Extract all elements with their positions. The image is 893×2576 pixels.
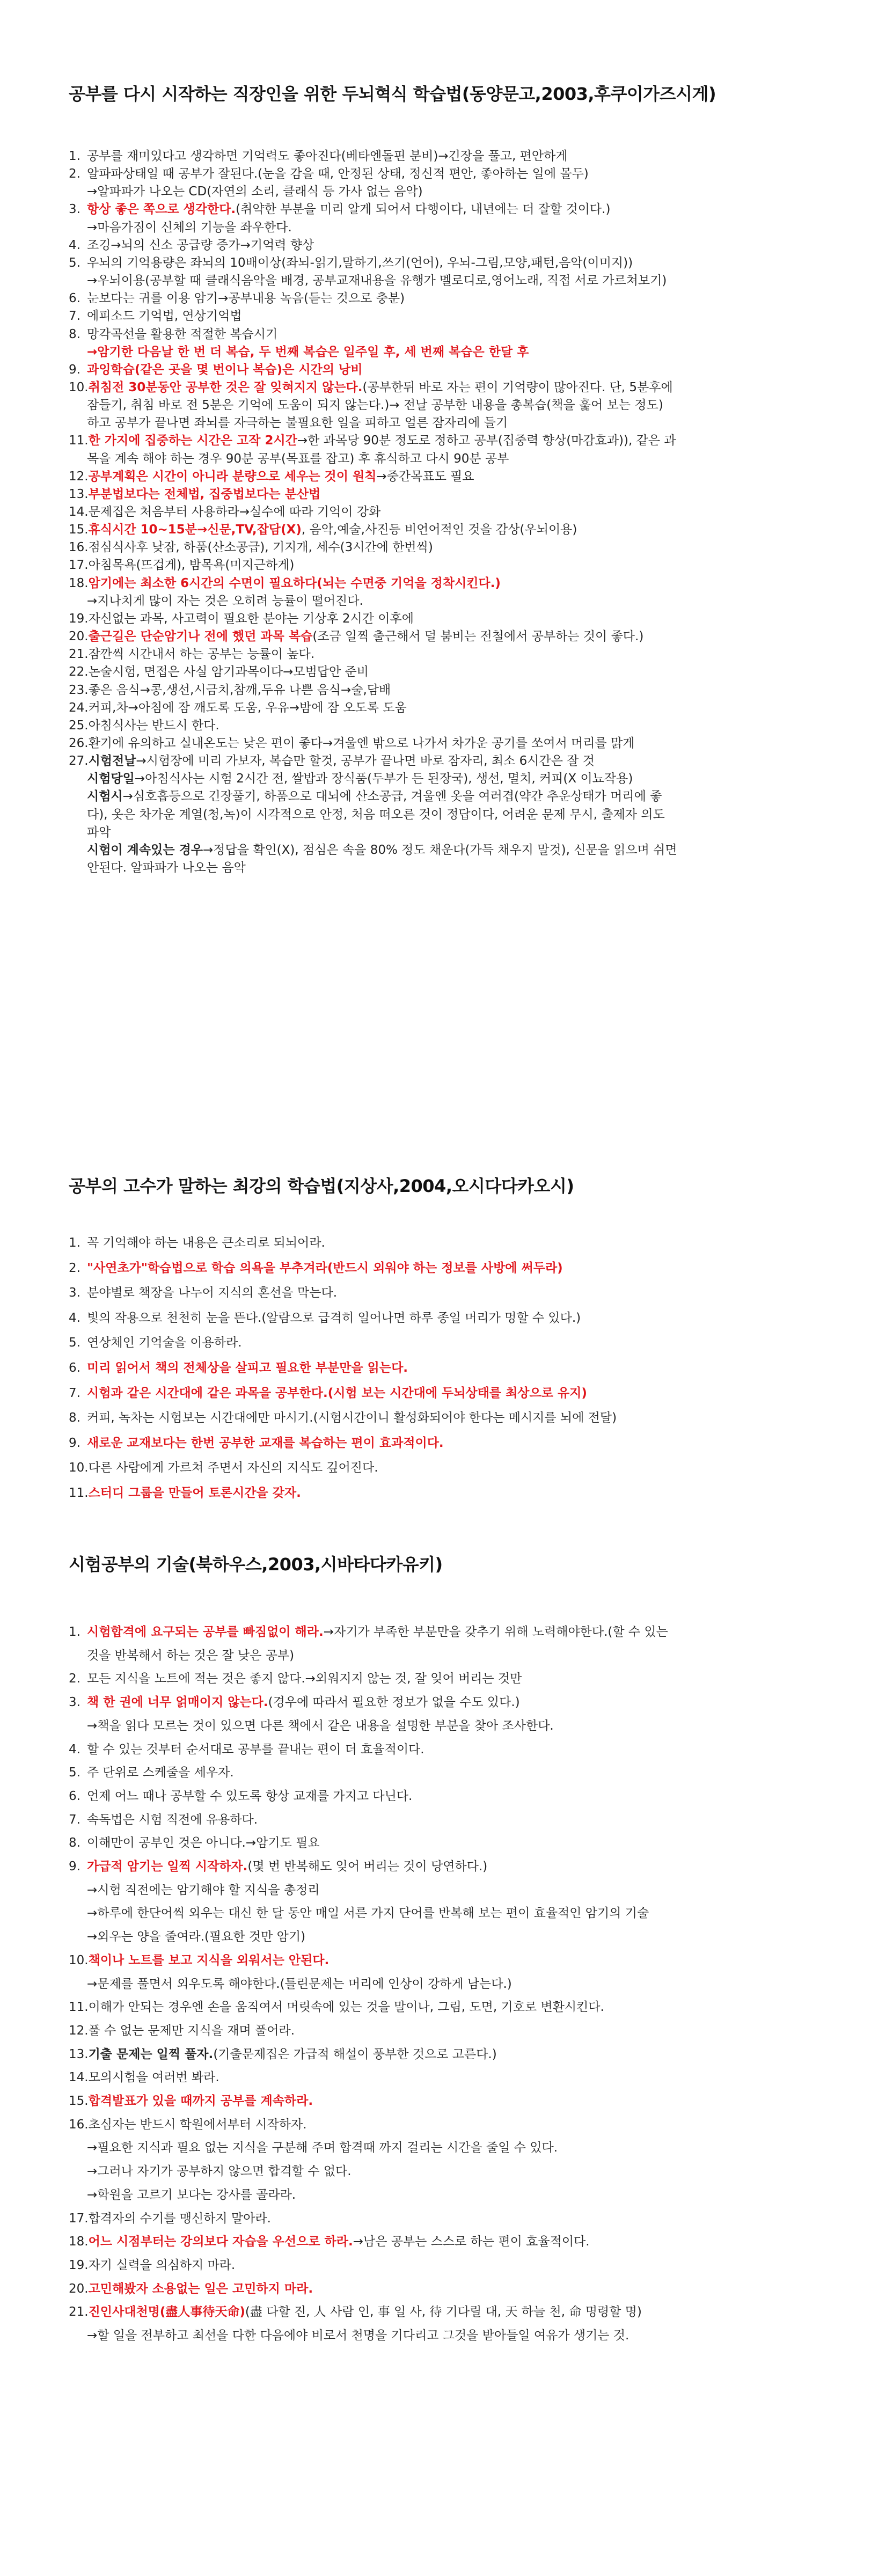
item-number: 5. <box>69 1766 80 1780</box>
item-text: 조깅→뇌의 신소 공급량 증가→기억력 향상 <box>87 238 314 252</box>
item-text: (몇 번 반복해도 잊어 버리는 것이 당연하다.) <box>247 1860 488 1874</box>
list-item <box>69 1484 836 1502</box>
item-text: →학원을 고르기 보다는 강사를 골라라. <box>87 2187 296 2202</box>
item-number: 20. <box>69 630 89 644</box>
item-text: 아침목욕(뜨겁게), 밤목욕(미지근하게) <box>88 558 295 573</box>
highlighted-text: 휴식시간 10~15분→신문,TV,잡담(X) <box>88 523 302 537</box>
item-number: 11. <box>69 434 89 448</box>
list-item <box>69 1385 836 1402</box>
list-item <box>69 1764 836 1782</box>
item-text: (공부한뒤 바로 자는 편이 기억량이 많아진다. 단, 5분후에 <box>362 380 673 394</box>
list-item <box>69 699 836 717</box>
list-item <box>69 326 836 343</box>
item-number: 13. <box>69 2047 89 2061</box>
item-text: 목을 계속 해야 하는 경우 90분 공부(목표를 잡고) 후 휴식하고 다시 90분 공부 <box>87 451 509 466</box>
item-number: 12. <box>69 469 89 484</box>
list-item-continuation <box>87 2327 854 2345</box>
item-text: 시험시 <box>87 789 123 804</box>
item-number: 4. <box>69 1311 80 1325</box>
list-item <box>69 1435 836 1452</box>
item-number: 26. <box>69 736 89 750</box>
item-number: 14. <box>69 505 89 519</box>
list-item <box>69 628 836 646</box>
item-number: 7. <box>69 1812 80 1827</box>
highlighted-text: 한 가지에 집중하는 시간은 고작 2시간 <box>88 434 297 448</box>
list-item <box>69 521 836 539</box>
list-item <box>69 503 836 521</box>
item-text: →문제를 풀면서 외우도록 해야한다.(틀린문제는 머리에 인상이 강하게 남는다.) <box>87 1977 512 1991</box>
list-item <box>69 557 836 574</box>
item-text: 자신없는 과목, 사고력이 필요한 분야는 기상후 2시간 이후에 <box>88 611 414 626</box>
item-text: 이해만이 공부인 것은 아니다.→암기도 필요 <box>87 1836 320 1850</box>
list-item-continuation <box>87 592 854 610</box>
list-item <box>69 1694 836 1711</box>
item-text: →책을 읽다 모르는 것이 있으면 다른 책에서 같은 내용을 설명한 부분을 찾아 조사한다. <box>87 1718 554 1733</box>
item-number: 6. <box>69 1361 80 1375</box>
item-text: →우뇌이용(공부할 때 클래식음악을 배경, 공부교재내용을 유행가 멜로디로,영어노래, 직접 서로 가르쳐보기) <box>87 274 667 288</box>
item-number: 1. <box>69 1236 80 1250</box>
list-item <box>69 1670 836 1688</box>
list-item <box>69 717 836 735</box>
item-text: →시험 직전에는 암기해야 할 지식을 총정리 <box>87 1883 320 1897</box>
list-item <box>69 735 836 752</box>
item-text: 우뇌의 기억용량은 좌뇌의 10배이상(좌뇌-읽기,말하기,쓰기(언어), 우뇌-그림,모양,패턴,음악(이미지)) <box>87 255 633 270</box>
item-text: 점심식사후 낮잠, 하품(산소공급), 기지개, 세수(3시간에 한번씩) <box>88 540 433 555</box>
list-item-continuation <box>87 397 854 414</box>
highlighted-text: 시험합격에 요구되는 공부를 빠짐없이 해라. <box>87 1625 324 1639</box>
list-item <box>69 1359 836 1377</box>
item-number: 1. <box>69 149 80 163</box>
list-item <box>69 1788 836 1805</box>
item-number: 9. <box>69 1860 80 1874</box>
item-number: 19. <box>69 2258 89 2272</box>
item-number: 18. <box>69 576 89 590</box>
list-item <box>69 1284 836 1302</box>
list-item-continuation <box>87 183 854 201</box>
item-text: →알파파가 나오는 CD(자연의 소리, 클래식 등 가사 없는 음악) <box>87 185 423 199</box>
item-number: 13. <box>69 487 89 501</box>
item-text: (기출문제집은 가급적 해설이 풍부한 것으로 고른다.) <box>213 2047 497 2061</box>
item-text: 눈보다는 귀를 이용 암기→공부내용 녹음(듣는 것으로 충분) <box>87 291 405 306</box>
list-item <box>69 2210 836 2228</box>
list-item <box>69 2303 836 2321</box>
item-text: (조금 일찍 출근해서 덜 붐비는 전철에서 공부하는 것이 좋다.) <box>312 630 644 644</box>
list-item-continuation <box>87 1928 854 1946</box>
list-item-continuation <box>87 414 854 432</box>
item-number: 24. <box>69 700 89 715</box>
highlighted-text: 어느 시점부터는 강의보다 자습을 우선으로 하라. <box>88 2235 353 2249</box>
list-item <box>69 1741 836 1759</box>
item-text: 주 단위로 스케줄을 세우자. <box>87 1766 234 1780</box>
list-item <box>69 1234 836 1252</box>
item-number: 22. <box>69 665 89 679</box>
item-text: 언제 어느 때나 공부할 수 있도록 항상 교재를 가지고 다닌다. <box>87 1789 413 1803</box>
section-title: 공부의 고수가 말하는 최강의 학습법(지상사,2004,오시다다카오시) <box>69 1176 574 1196</box>
list-item <box>69 575 836 592</box>
item-text: 연상체인 기억술을 이용하라. <box>87 1336 242 1350</box>
list-item <box>69 1309 836 1327</box>
list-item <box>69 663 836 681</box>
item-text: 파악 <box>87 825 111 839</box>
item-text: 안된다. 알파파가 나오는 음악 <box>87 861 246 875</box>
item-text: 초심자는 반드시 학원에서부터 시작하자. <box>88 2117 307 2132</box>
item-number: 16. <box>69 540 89 555</box>
item-number: 3. <box>69 1695 80 1710</box>
list-item-continuation <box>87 788 854 806</box>
item-text: 공부를 재미있다고 생각하면 기억력도 좋아진다(베타엔돌핀 분비)→긴장을 풀고, 편안하게 <box>87 149 568 163</box>
item-text: →한 과목당 90분 정도로 정하고 공부(집중력 향상(마감효과)), 같은 과 <box>297 434 676 448</box>
item-text: 에피소드 기억법, 연상기억법 <box>87 309 242 324</box>
highlighted-text: 합격발표가 있을 때까지 공부를 계속하라. <box>88 2094 313 2108</box>
item-text: 풀 수 없는 문제만 지식을 재며 풀어라. <box>88 2023 295 2038</box>
highlighted-text: "사연초가"학습법으로 학습 의욕을 부추겨라(반드시 외워야 하는 정보를 사방에 써두라) <box>87 1261 563 1275</box>
item-text: 알파파상태일 때 공부가 잘된다.(눈을 감을 때, 안정된 상태, 정신적 편안, 좋아하는 일에 몰두) <box>87 167 589 181</box>
item-number: 2. <box>69 167 80 181</box>
list-item-continuation <box>87 859 854 877</box>
list-item <box>69 2257 836 2274</box>
item-text: →할 일을 전부하고 최선을 다한 다음에야 비로서 천명을 기다리고 그것을 받아들일 여유가 생기는 것. <box>87 2329 630 2343</box>
list-item <box>69 1811 836 1829</box>
item-number: 6. <box>69 1789 80 1803</box>
highlighted-text: 취침전 30분동안 공부한 것은 잘 잊혀지지 않는다. <box>88 380 363 394</box>
list-item <box>69 539 836 557</box>
list-item <box>69 1623 836 1641</box>
item-number: 6. <box>69 291 80 306</box>
item-number: 19. <box>69 611 89 626</box>
item-number: 7. <box>69 309 80 324</box>
list-item-continuation <box>87 824 854 841</box>
list-item-continuation <box>87 806 854 824</box>
item-number: 16. <box>69 2117 89 2132</box>
list-item-continuation <box>87 2163 854 2180</box>
list-item-continuation <box>87 1647 854 1665</box>
highlighted-text: 미리 읽어서 책의 전체상을 살피고 필요한 부분만을 읽는다. <box>87 1361 408 1375</box>
item-text: 시험전날 <box>88 754 136 769</box>
highlighted-text: 공부계획은 시간이 아니라 분량으로 세우는 것이 원칙 <box>88 469 377 484</box>
list-item <box>69 1334 836 1352</box>
item-number: 4. <box>69 1742 80 1757</box>
item-text: →중간목표도 필요 <box>376 469 474 484</box>
highlighted-text: 진인사대천명(盡人事待天命) <box>88 2305 245 2319</box>
highlighted-text: 새로운 교재보다는 한번 공부한 교재를 복습하는 편이 효과적이다. <box>87 1436 444 1450</box>
item-number: 18. <box>69 2235 89 2249</box>
item-text: 속독법은 시험 직전에 유용하다. <box>87 1812 258 1827</box>
item-number: 25. <box>69 718 89 733</box>
item-text: 망각곡선을 활용한 적절한 복습시기 <box>87 327 278 341</box>
list-item <box>69 308 836 325</box>
list-item <box>69 752 836 770</box>
item-text: 문제집은 처음부터 사용하라→실수에 따라 기억이 강화 <box>88 505 381 519</box>
item-text: 아침식사는 반드시 한다. <box>88 718 219 733</box>
highlighted-text: 과잉학습(같은 곳을 몇 번이나 복습)은 시간의 낭비 <box>87 362 363 377</box>
item-number: 23. <box>69 683 89 697</box>
item-number: 10. <box>69 1461 89 1475</box>
list-item-continuation <box>87 770 854 788</box>
item-number: 2. <box>69 1261 80 1275</box>
item-text: 시험당일 <box>87 772 135 786</box>
list-item <box>69 432 836 450</box>
item-text: →마음가짐이 신체의 기능을 좌우한다. <box>87 220 292 235</box>
item-text: →필요한 지식과 필요 없는 지식을 구분해 주며 합격때 까지 걸리는 시간을 줄일 수 있다. <box>87 2141 558 2155</box>
list-item <box>69 2233 836 2251</box>
highlighted-text: 출근길은 단순암기나 전에 했던 과목 복습 <box>88 630 313 644</box>
highlighted-text: →암기한 다음날 한 번 더 복습, 두 번째 복습은 일주일 후, 세 번째 복습은 한달 후 <box>87 345 529 359</box>
item-number: 4. <box>69 238 80 252</box>
item-number: 3. <box>69 202 80 217</box>
highlighted-text: 시험과 같은 시간대에 같은 과목을 공부한다.(시험 보는 시간대에 두뇌상태를 최상으로 유지) <box>87 1386 587 1400</box>
highlighted-text: 고민해봤자 소용없는 일은 고민하지 마라. <box>88 2281 313 2296</box>
item-text: 할 수 있는 것부터 순서대로 공부를 끝내는 편이 더 효율적이다. <box>87 1742 424 1757</box>
list-item-continuation <box>87 2186 854 2204</box>
item-number: 21. <box>69 647 89 662</box>
item-number: 5. <box>69 255 80 270</box>
list-item <box>69 2022 836 2040</box>
list-item <box>69 610 836 628</box>
item-text: →지나치게 많이 자는 것은 오히려 능률이 떨어진다. <box>87 594 363 608</box>
item-text: 하고 공부가 끝나면 좌뇌를 자극하는 불필요한 일을 피하고 얼른 잠자리에 들기 <box>87 416 508 430</box>
list-item <box>69 201 836 218</box>
item-text: 환기에 유의하고 실내온도는 낮은 편이 좋다→겨울엔 밖으로 나가서 차가운 공기를 쏘여서 머리를 맑게 <box>88 736 635 750</box>
item-number: 5. <box>69 1336 80 1350</box>
item-number: 9. <box>69 1436 80 1450</box>
item-text: 빛의 작용으로 천천히 눈을 뜬다.(알람으로 급격히 일어나면 하루 종일 머리가 멍할 수 있다.) <box>87 1311 581 1325</box>
item-text: 합격자의 수기를 맹신하지 말아라. <box>88 2211 271 2226</box>
list-item <box>69 237 836 254</box>
item-text: →심호흡등으로 긴장풀기, 하품으로 대뇌에 산소공급, 겨울엔 옷을 여러겹(약간 추운상태가 머리에 좋 <box>122 789 662 804</box>
item-number: 10. <box>69 1953 89 1967</box>
list-item-continuation <box>87 841 854 859</box>
highlighted-text: 스터디 그룹을 만들어 토론시간을 갖자. <box>88 1486 301 1500</box>
item-number: 1. <box>69 1625 80 1639</box>
item-number: 17. <box>69 2211 89 2226</box>
item-number: 7. <box>69 1386 80 1400</box>
list-item-continuation <box>87 1905 854 1922</box>
item-number: 11. <box>69 1486 89 1500</box>
item-text: →시험장에 미리 가보자, 복습만 할것, 공부가 끝나면 바로 잠자리, 최소 6시간은 잘 것 <box>136 754 595 769</box>
section-title: 시험공부의 기술(북하우스,2003,시바타다카유키) <box>69 1554 443 1575</box>
list-item <box>69 1260 836 1277</box>
list-item-continuation <box>87 1717 854 1735</box>
item-text: 이해가 안되는 경우엔 손을 움직여서 머릿속에 있는 것을 말이나, 그림, 도면, 기호로 변환시킨다. <box>88 2000 604 2015</box>
highlighted-text: 항상 좋은 쪽으로 생각한다. <box>87 202 236 217</box>
item-text: →자기가 부족한 부분만을 갖추기 위해 노력해야한다.(할 수 있는 <box>323 1625 668 1639</box>
item-text: 모의시험을 여러번 봐라. <box>88 2070 219 2085</box>
list-item <box>69 2116 836 2134</box>
list-item-continuation <box>87 2139 854 2157</box>
item-text: 커피,차→아침에 잠 깨도록 도움, 우유→밤에 잠 오도록 도움 <box>88 700 407 715</box>
list-item <box>69 486 836 503</box>
item-text: →외우는 양을 줄여라.(필요한 것만 암기) <box>87 1930 306 1944</box>
item-text: →남은 공부는 스스로 하는 편이 효율적이다. <box>353 2235 590 2249</box>
list-item <box>69 646 836 663</box>
list-item <box>69 468 836 486</box>
list-item <box>69 254 836 272</box>
list-item <box>69 290 836 308</box>
list-item <box>69 2280 836 2298</box>
highlighted-text: 책 한 권에 너무 얽매이지 않는다. <box>87 1695 268 1710</box>
item-text: 꼭 기억해야 하는 내용은 큰소리로 되뇌어라. <box>87 1236 325 1250</box>
item-text: →그러나 자기가 공부하지 않으면 합격할 수 없다. <box>87 2164 352 2179</box>
item-text: 모든 지식을 노트에 적는 것은 좋지 않다.→외워지지 않는 것, 잘 잊어 버리는 것만 <box>87 1672 522 1686</box>
item-text: →하루에 한단어씩 외우는 대신 한 달 동안 매일 서른 가지 단어를 반복해 보는 편이 효율적인 암기의 기술 <box>87 1906 649 1921</box>
item-text: 좋은 음식→콩,생선,시금치,참깨,두유 나쁜 음식→술,담배 <box>88 683 391 697</box>
item-number: 9. <box>69 362 80 377</box>
highlighted-text: 암기에는 최소한 6시간의 수면이 필요하다(뇌는 수면중 기억을 정착시킨다.) <box>88 576 501 590</box>
list-item <box>69 165 836 183</box>
item-text: 논술시험, 면접은 사실 암기과목이다→모범답안 준비 <box>88 665 369 679</box>
list-item <box>69 2069 836 2087</box>
item-text: (盡 다할 진, 人 사람 인, 事 일 사, 待 기다릴 대, 天 하늘 천, 命 명령할 명) <box>245 2305 642 2319</box>
item-text: 기출 문제는 일찍 풀자. <box>88 2047 214 2061</box>
item-number: 12. <box>69 2023 89 2038</box>
list-item <box>69 379 836 397</box>
item-text: →정답을 확인(X), 점심은 속을 80% 정도 채운다(가득 채우지 말것), 신문을 읽으며 쉬면 <box>202 843 677 857</box>
item-text: 다른 사람에게 가르쳐 주면서 자신의 지식도 깊어진다. <box>88 1461 378 1475</box>
section-title: 공부를 다시 시작하는 직장인을 위한 두뇌혁식 학습법(동양문고,2003,후쿠이가즈시게) <box>69 84 716 104</box>
list-item <box>69 1858 836 1876</box>
highlighted-text: 가급적 암기는 일찍 시작하자. <box>87 1860 248 1874</box>
list-item <box>69 1952 836 1970</box>
item-number: 15. <box>69 523 89 537</box>
item-number: 2. <box>69 1672 80 1686</box>
list-item-continuation <box>87 450 854 468</box>
item-number: 20. <box>69 2281 89 2296</box>
list-item <box>69 1459 836 1477</box>
list-item <box>69 2092 836 2110</box>
item-number: 27. <box>69 754 89 769</box>
item-number: 15. <box>69 2094 89 2108</box>
list-item <box>69 1834 836 1852</box>
item-text: (취약한 부분을 미리 알게 되어서 다행이다, 내년에는 더 잘할 것이다.) <box>236 202 611 217</box>
item-text: →아침식사는 시험 2시간 전, 쌀밥과 장식품(두부가 든 된장국), 생선, 멸치, 커피(X 이뇨작용) <box>134 772 633 786</box>
highlighted-text: 부분법보다는 전체법, 집중법보다는 분산법 <box>88 487 321 501</box>
item-text: 잠깐씩 시간내서 하는 공부는 능률이 높다. <box>88 647 315 662</box>
highlighted-text: 책이나 노트를 보고 지식을 외워서는 안된다. <box>88 1953 330 1967</box>
list-item <box>69 1409 836 1427</box>
list-item <box>69 682 836 699</box>
list-item-continuation <box>87 1975 854 1993</box>
list-item <box>69 2046 836 2063</box>
item-text: 시험이 계속있는 경우 <box>87 843 203 857</box>
list-item <box>69 148 836 165</box>
item-text: (경우에 따라서 필요한 정보가 없을 수도 있다.) <box>268 1695 520 1710</box>
list-item-continuation <box>87 1882 854 1899</box>
item-number: 8. <box>69 1836 80 1850</box>
list-item-continuation <box>87 219 854 237</box>
item-number: 14. <box>69 2070 89 2085</box>
item-number: 8. <box>69 1411 80 1425</box>
item-text: , 음악,예술,사진등 비언어적인 것을 감상(우뇌이용) <box>301 523 577 537</box>
item-number: 8. <box>69 327 80 341</box>
list-item <box>69 1999 836 2016</box>
list-item <box>69 361 836 379</box>
item-text: 다), 옷은 차가운 계열(청,녹)이 시각적으로 안정, 처음 떠오른 것이 정답이다, 어려운 문제 무시, 출제자 의도 <box>87 807 665 822</box>
item-text: 커피, 녹차는 시험보는 시간대에만 마시기.(시험시간이니 활성화되어야 한다는 메시지를 뇌에 전달) <box>87 1411 617 1425</box>
item-text: 자기 실력을 의심하지 마라. <box>88 2258 236 2272</box>
item-number: 10. <box>69 380 89 394</box>
item-number: 3. <box>69 1286 80 1300</box>
item-number: 17. <box>69 558 89 573</box>
item-text: 것을 반복해서 하는 것은 잘 낮은 공부) <box>87 1648 295 1663</box>
list-item-continuation <box>87 343 854 361</box>
item-number: 21. <box>69 2305 89 2319</box>
item-text: 잠들기, 취침 바로 전 5분은 기억에 도움이 되지 않는다.)→ 전날 공부한 내용을 총복습(책을 훑어 보는 정도) <box>87 398 663 413</box>
list-item-continuation <box>87 272 854 290</box>
item-text: 분야별로 책장을 나누어 지식의 혼선을 막는다. <box>87 1286 338 1300</box>
item-number: 11. <box>69 2000 89 2015</box>
